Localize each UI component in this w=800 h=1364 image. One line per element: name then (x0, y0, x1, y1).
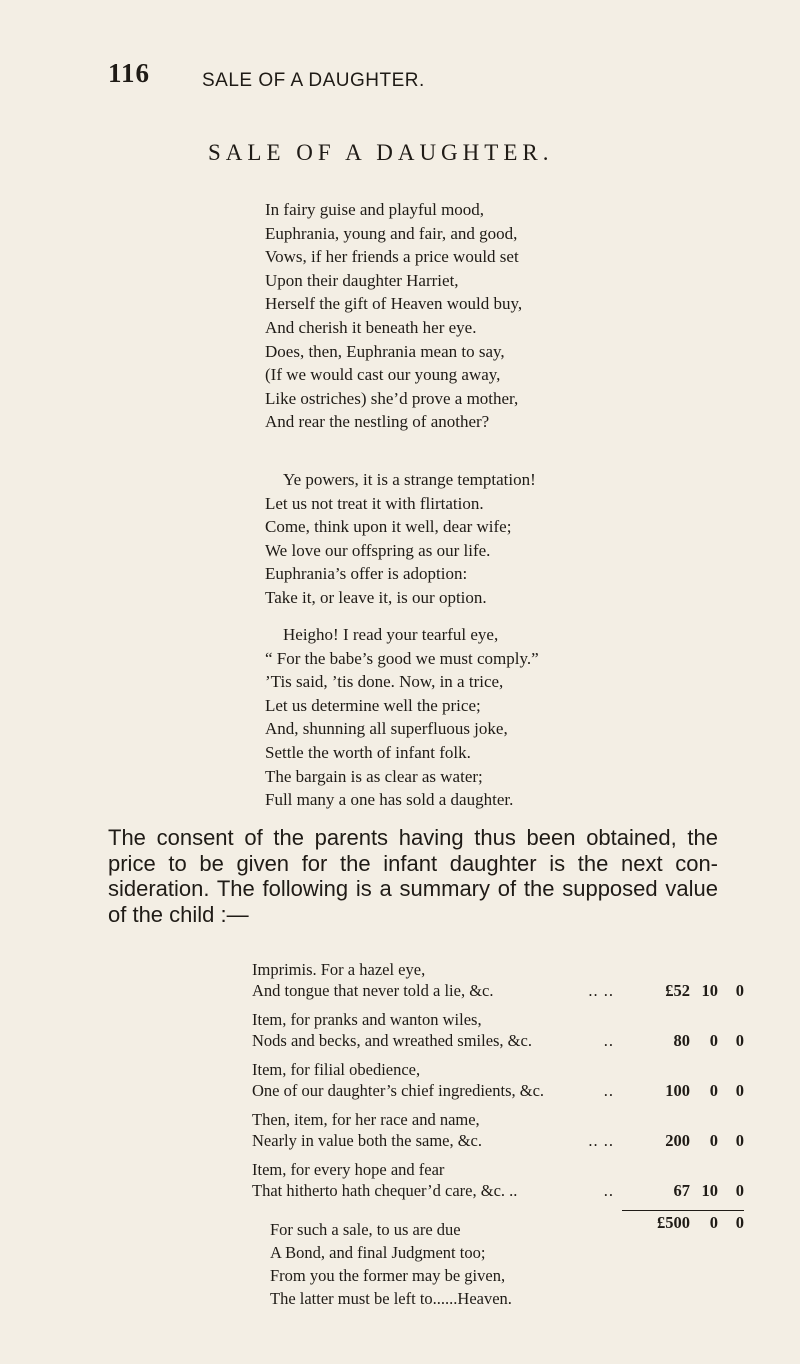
amount-pence: 0 (735, 1181, 744, 1200)
verse-line: Vows, if her friends a price would set (265, 247, 519, 267)
poem-stanza-1 (265, 198, 522, 434)
amount-pence: 0 (735, 1081, 744, 1100)
verse-line: Full many a one has sold a daughter. (265, 790, 514, 810)
verse-line: Upon their daughter Harriet, (265, 270, 459, 290)
ledger-entry (252, 1160, 744, 1210)
closing-verse (270, 1218, 512, 1310)
entry-line: Imprimis. For a hazel eye, (252, 960, 426, 979)
verse-line: “ For the babe’s good we must comply.” (265, 648, 539, 668)
entry-line: Then, item, for her race and name, (252, 1110, 480, 1129)
prose-line: sideration. The following is a summary of the supposed value (108, 876, 718, 901)
prose-line: of the child :— (108, 901, 249, 927)
entry-line: That hitherto hath chequer’d care, &c. .. (252, 1181, 518, 1200)
amount-pounds: 200 (665, 1131, 690, 1150)
verse-line: Euphrania, young and fair, and good, (265, 223, 518, 243)
prose-line: The consent of the parents having thus been obtained, the (108, 825, 718, 850)
entry-line: Nearly in value both the same, &c. (252, 1131, 483, 1150)
amount-shillings: 0 (709, 1031, 718, 1050)
verse-line: The bargain is as clear as water; (265, 766, 483, 786)
verse-line: A Bond, and final Judgment too; (270, 1243, 486, 1262)
prose-paragraph (108, 825, 718, 927)
poem-title: SALE OF A DAUGHTER. (208, 140, 554, 165)
verse-line: (If we would cast our young away, (265, 365, 501, 385)
running-head: SALE OF A DAUGHTER. (202, 70, 425, 91)
entry-amount (626, 1031, 744, 1051)
amount-pence: 0 (735, 1031, 744, 1050)
ledger-entry (252, 1010, 744, 1060)
ledger-entry (252, 1110, 744, 1160)
value-ledger (252, 960, 744, 1240)
verse-line: And rear the nestling of another? (265, 412, 490, 432)
leader-dots: .. .. (588, 981, 614, 1000)
entry-line: Item, for every hope and fear (252, 1160, 445, 1179)
entry-amount (626, 1131, 744, 1151)
verse-line: The latter must be left to......Heaven. (270, 1289, 512, 1308)
entry-line: Nods and becks, and wreathed smiles, &c. (252, 1031, 532, 1050)
amount-pounds: 80 (673, 1031, 690, 1050)
verse-line: From you the former may be given, (270, 1266, 506, 1285)
verse-line: Settle the worth of infant folk. (265, 742, 471, 762)
leader-dots: .. (603, 1181, 614, 1200)
verse-line: Come, think upon it well, dear wife; (265, 517, 512, 537)
verse-line: Ye powers, it is a strange temptation! (283, 470, 536, 489)
verse-line: We love our offspring as our life. (265, 540, 491, 560)
entry-amount (626, 981, 744, 1001)
verse-line: Like ostriches) she’d prove a mother, (265, 388, 519, 408)
verse-line: Euphrania’s offer is adoption: (265, 564, 468, 584)
verse-line: Take it, or leave it, is our option. (265, 587, 487, 607)
leader-dots: .. .. (588, 1131, 614, 1150)
prose-line: price to be given for the infant daughter is the next con- (108, 850, 718, 876)
verse-line: And cherish it beneath her eye. (265, 317, 477, 337)
entry-line: And tongue that never told a lie, &c. (252, 981, 494, 1000)
amount-shillings: 10 (701, 981, 718, 1000)
entry-amount (626, 1181, 744, 1201)
entry-amount (626, 1081, 744, 1101)
amount-shillings: 0 (709, 1131, 718, 1150)
verse-line: Does, then, Euphrania mean to say, (265, 341, 505, 361)
amount-pence: 0 (735, 981, 744, 1000)
total-pounds: £500 (657, 1213, 690, 1232)
amount-pence: 0 (735, 1131, 744, 1150)
verse-line: And, shunning all superfluous joke, (265, 719, 508, 739)
total-amount (626, 1213, 744, 1233)
entry-line: Item, for filial obedience, (252, 1060, 421, 1079)
entry-line: One of our daughter’s chief ingredients, &c. (252, 1081, 545, 1100)
entry-line: Item, for pranks and wanton wiles, (252, 1010, 482, 1029)
verse-line: Herself the gift of Heaven would buy, (265, 294, 523, 314)
total-shillings: 0 (709, 1213, 718, 1232)
leader-dots: .. (603, 1031, 614, 1050)
sum-rule (622, 1210, 744, 1211)
poem-stanza-3 (265, 623, 539, 812)
verse-line: Let us determine well the price; (265, 695, 481, 715)
verse-line: Let us not treat it with flirtation. (265, 493, 484, 513)
verse-line: For such a sale, to us are due (270, 1220, 461, 1239)
amount-pounds: £52 (665, 981, 690, 1000)
poem-stanza-2 (265, 468, 536, 610)
page-header (0, 58, 800, 108)
amount-pounds: 67 (673, 1181, 690, 1200)
amount-shillings: 10 (701, 1181, 718, 1200)
verse-line: ’Tis said, ’tis done. Now, in a trice, (265, 672, 504, 692)
ledger-entry (252, 1060, 744, 1110)
page-number: 116 (108, 58, 151, 88)
amount-shillings: 0 (709, 1081, 718, 1100)
ledger-entry (252, 960, 744, 1010)
leader-dots: .. (603, 1081, 614, 1100)
total-pence: 0 (735, 1213, 744, 1232)
amount-pounds: 100 (665, 1081, 690, 1100)
verse-line: Heigho! I read your tearful eye, (283, 625, 499, 644)
verse-line: In fairy guise and playful mood, (265, 200, 485, 219)
